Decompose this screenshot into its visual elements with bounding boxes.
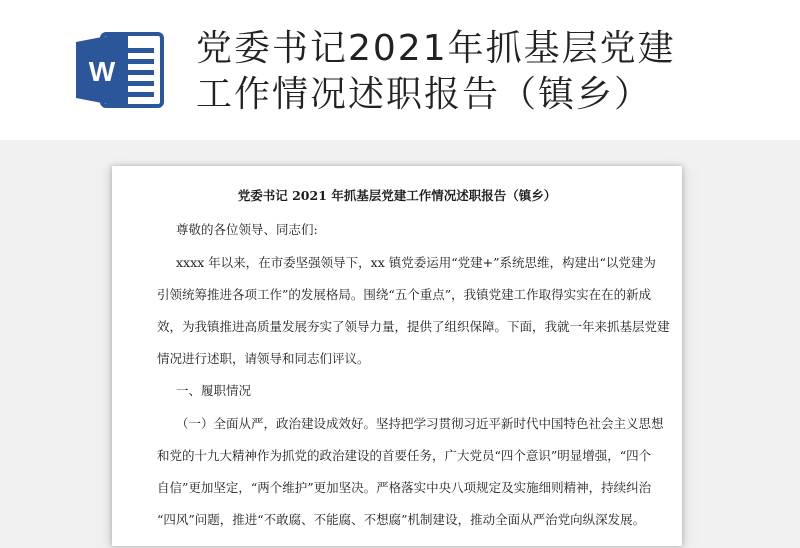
preview-header [0, 0, 800, 140]
paragraph-1-line-3: 效，为我镇推进高质量发展夯实了领导力量，提供了组织保障。下面，我就一年来抓基层党建 [157, 319, 670, 334]
salutation: 尊敬的各位领导、同志们: [176, 222, 318, 237]
paragraph-1-line-1: xxxx 年以来，在市委坚强领导下，xx 镇党委运用“党建+”系统思维，构建出“以党建为 [176, 255, 656, 270]
section-heading-1: 一、履职情况 [176, 383, 252, 398]
preview-title [196, 26, 796, 118]
document-title: 党委书记 2021 年抓基层党建工作情况述职报告（镇乡） [237, 188, 557, 203]
paragraph-1-line-2: 引领统筹推进各项工作”的发展格局。围绕“五个重点”，我镇党建工作取得实实在在的新成 [157, 287, 652, 302]
document-page [112, 166, 682, 546]
word-icon-letter: W [88, 56, 116, 87]
word-icon [72, 28, 168, 112]
paragraph-2-line-3: 自信”更加坚定，“两个维护”更加坚决。严格落实中央八项规定及实施细则精神，持续纠治 [157, 480, 652, 495]
preview-title-line-2: 工作情况述职报告（镇乡） [196, 74, 653, 115]
paragraph-2-line-2: 和党的十九大精神作为抓党的政治建设的首要任务，广大党员“四个意识”明显增强，“四个 [157, 448, 652, 463]
paragraph-2-line-4: “四风”问题，推进“不敢腐、不能腐、不想腐”机制建设，推动全面从严治党向纵深发展。 [157, 512, 646, 527]
paragraph-2-line-1: （一）全面从严，政治建设成效好。坚持把学习贯彻习近平新时代中国特色社会主义思想 [176, 416, 664, 431]
preview-title-line-1: 党委书记2021年抓基层党建 [196, 28, 676, 69]
paragraph-1-line-4: 情况进行述职，请领导和同志们评议。 [157, 351, 370, 366]
